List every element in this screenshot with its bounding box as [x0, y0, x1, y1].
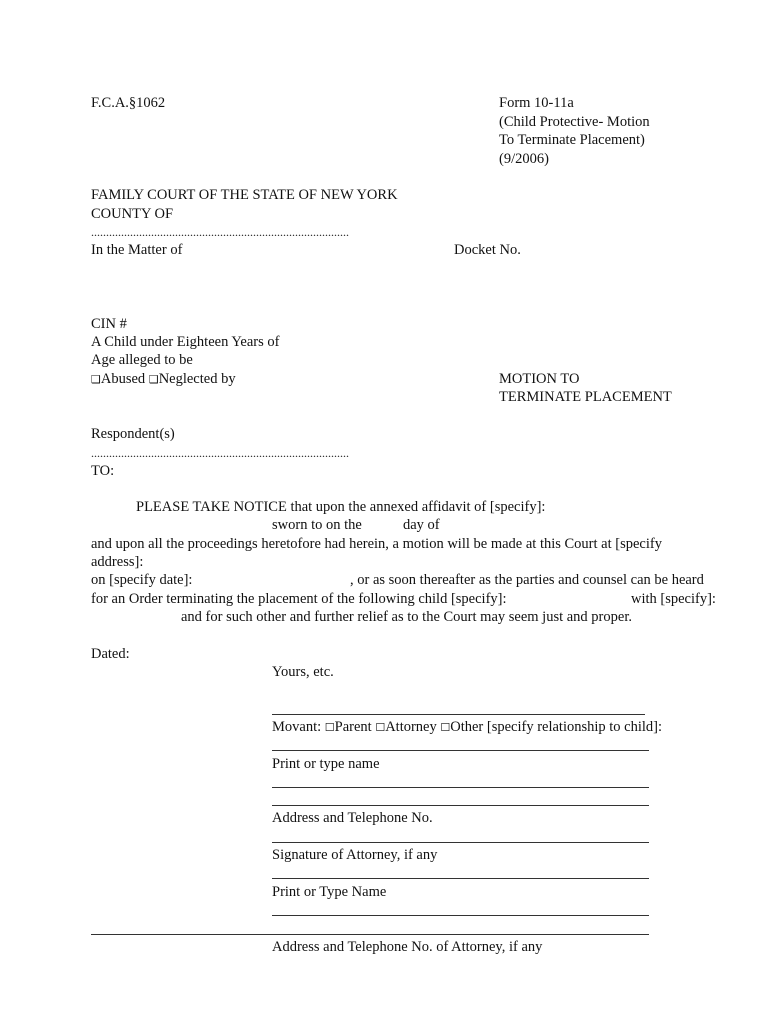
notice-line-6: for an Order terminating the placement of the following child [specify]:: [91, 591, 507, 607]
parent-label: Parent: [334, 719, 376, 735]
address-line-1[interactable]: [272, 787, 649, 788]
notice-line-7: and for such other and further relief as to the Court may seem just and proper.: [181, 609, 632, 625]
neglected-label: Neglected by: [158, 371, 236, 387]
attorney-print-name-line[interactable]: [272, 878, 649, 879]
form-number: Form 10-11a: [499, 95, 574, 111]
form-description-line-1: (Child Protective- Motion: [499, 114, 650, 130]
respondents-label: Respondent(s): [91, 426, 175, 442]
form-date: (9/2006): [499, 151, 549, 167]
matter-label: In the Matter of: [91, 242, 183, 258]
respondents-dotted-line: ......................................................................................: [91, 446, 349, 460]
child-description-line-2: Age alleged to be: [91, 352, 193, 368]
movant-signature-line[interactable]: [272, 714, 645, 715]
attorney-signature-line[interactable]: [272, 842, 649, 843]
child-description-line-1: A Child under Eighteen Years of: [91, 334, 280, 350]
motion-title-line-2: TERMINATE PLACEMENT: [499, 389, 672, 405]
county-label: COUNTY OF: [91, 206, 174, 222]
docket-label: Docket No.: [454, 242, 521, 258]
attorney-checkbox[interactable]: ☐: [375, 721, 386, 734]
abuse-neglect-line: [91, 370, 236, 389]
dated-label: Dated:: [91, 646, 130, 662]
print-name-line[interactable]: [272, 750, 649, 751]
print-name-label: Print or type name: [272, 756, 380, 772]
statute-reference: F.C.A.§1062: [91, 95, 166, 111]
sworn-label: sworn to on the: [272, 517, 362, 533]
parent-checkbox[interactable]: ☐: [324, 721, 335, 734]
abused-label: Abused: [100, 371, 146, 387]
neglected-checkbox[interactable]: ❑: [148, 373, 159, 386]
date-label: on [specify date]:: [91, 572, 193, 588]
abused-checkbox[interactable]: ❑: [91, 373, 101, 386]
attorney-print-name-label: Print or Type Name: [272, 884, 387, 900]
attorney-label: Attorney: [385, 719, 441, 735]
to-label: TO:: [91, 463, 115, 479]
court-name: FAMILY COURT OF THE STATE OF NEW YORK: [91, 187, 398, 203]
motion-title-line-1: MOTION TO: [499, 371, 580, 387]
notice-line-1: PLEASE TAKE NOTICE that upon the annexed affidavit of [specify]:: [136, 499, 546, 515]
other-checkbox[interactable]: ☐: [440, 721, 451, 734]
movant-line: [272, 718, 662, 737]
bottom-rule: [91, 934, 649, 935]
day-of-label: day of: [403, 517, 440, 533]
attorney-address-label: Address and Telephone No. of Attorney, if any: [272, 939, 543, 955]
county-dotted-line: ......................................................................................: [91, 225, 349, 239]
other-label: Other [specify relationship to child]:: [450, 719, 663, 735]
yours-etc: Yours, etc.: [272, 664, 334, 680]
cin-label: CIN #: [91, 316, 127, 332]
address-line-2[interactable]: [272, 805, 649, 806]
form-description-line-2: To Terminate Placement): [499, 132, 645, 148]
address-label: Address and Telephone No.: [272, 810, 433, 826]
with-specify-label: with [specify]:: [631, 591, 716, 607]
notice-line-5-rest: , or as soon thereafter as the parties and counsel can be heard: [350, 572, 704, 588]
notice-line-4: address]:: [91, 554, 144, 570]
attorney-signature-label: Signature of Attorney, if any: [272, 847, 438, 863]
movant-label: Movant:: [272, 719, 325, 735]
attorney-address-line[interactable]: [272, 915, 649, 916]
notice-line-3: and upon all the proceedings heretofore had herein, a motion will be made at this Court at [specify: [91, 536, 662, 552]
